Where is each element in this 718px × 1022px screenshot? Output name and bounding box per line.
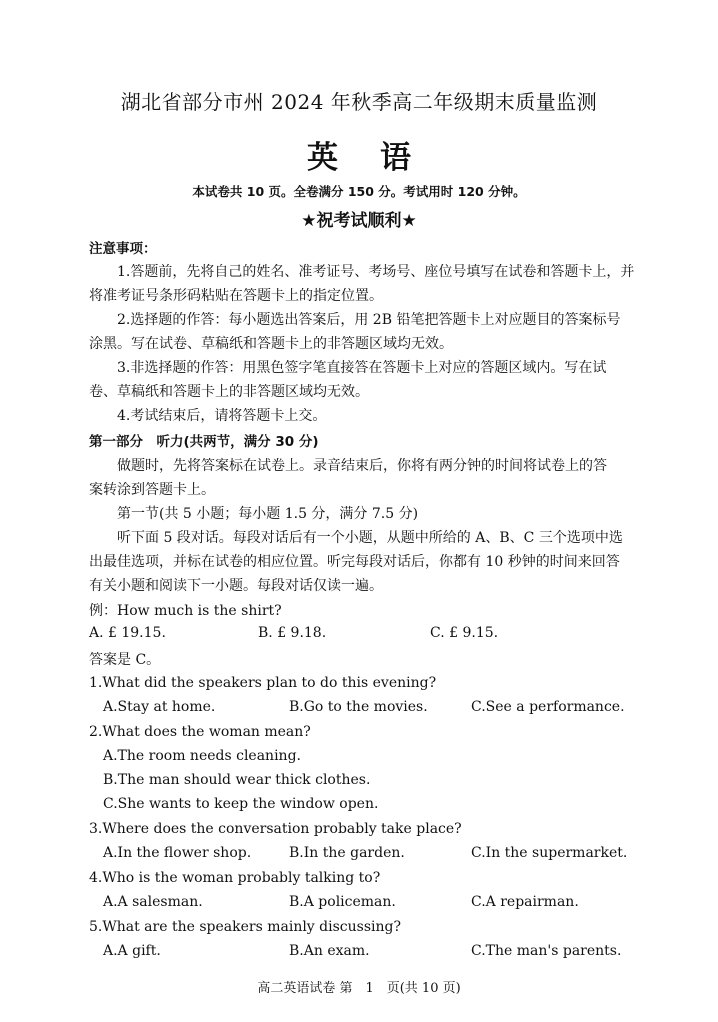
question-3-option-c: C.In the supermarket. — [471, 845, 628, 861]
notes-line: 1.答题前，先将自己的姓名、准考证号、考场号、座位号填写在试卷和答题卡上，并 — [117, 264, 635, 280]
notes-line: 4.考试结束后，请将答题卡上交。 — [117, 408, 327, 424]
question-3-option-a: A.In the flower shop. — [103, 845, 252, 861]
notes-line: 2.选择题的作答：每小题选出答案后，用 2B 铅笔把答题卡上对应题目的答案标号 — [117, 312, 621, 328]
section-instruction: 有关小题和阅读下一小题。每段对话仅读一遍。 — [89, 578, 383, 594]
good-luck-banner: ★祝考试顺利★ — [301, 211, 417, 231]
question-2-option-c: C.She wants to keep the window open. — [103, 796, 379, 812]
question-1: 1.What did the speakers plan to do this evening? — [89, 675, 437, 691]
notes-line: 将准考证号条形码粘贴在答题卡上的指定位置。 — [89, 288, 383, 304]
section-title: 第一节(共 5 小题；每小题 1.5 分，满分 7.5 分) — [117, 506, 419, 522]
example-question: 例：How much is the shirt? — [89, 603, 282, 619]
question-1-option-b: B.Go to the movies. — [289, 699, 428, 715]
question-4: 4.Who is the woman probably talking to? — [89, 870, 381, 886]
section-instruction: 出最佳选项，并标在试卷的相应位置。听完每段对话后，你都有 10 秒钟的时间来回答 — [89, 554, 620, 570]
notes-line: 卷、草稿纸和答题卡上的非答题区域均无效。 — [89, 384, 369, 400]
question-4-option-a: A.A salesman. — [103, 894, 203, 910]
exam-title: 湖北省部分市州 2024 年秋季高二年级期末质量监测 — [120, 90, 598, 114]
question-3-option-b: B.In the garden. — [289, 845, 405, 861]
question-5-option-c: C.The man's parents. — [471, 943, 622, 959]
exam-info: 本试卷共 10 页。全卷满分 150 分。考试用时 120 分钟。 — [192, 184, 526, 199]
question-5-option-b: B.An exam. — [289, 943, 370, 959]
question-5-option-a: A.A gift. — [103, 943, 161, 959]
part1-heading: 第一部分 听力(共两节，满分 30 分) — [89, 434, 319, 450]
question-4-option-b: B.A policeman. — [289, 894, 396, 910]
part1-instruction: 做题时，先将答案标在试卷上。录音结束后，你将有两分钟的时间将试卷上的答 — [117, 458, 607, 474]
question-1-option-c: C.See a performance. — [471, 699, 625, 715]
question-4-option-c: C.A repairman. — [471, 894, 579, 910]
subject-title: 英语 — [307, 140, 453, 176]
notes-line: 3.非选择题的作答：用黑色签字笔直接答在答题卡上对应的答题区域内。写在试 — [117, 360, 607, 376]
example-answer: 答案是 C。 — [89, 652, 161, 668]
question-5: 5.What are the speakers mainly discussing? — [89, 919, 401, 935]
part1-instruction: 案转涂到答题卡上。 — [89, 482, 215, 498]
notes-line: 涂黑。写在试卷、草稿纸和答题卡上的非答题区域均无效。 — [89, 336, 453, 352]
question-3: 3.Where does the conversation probably take place? — [89, 821, 462, 837]
example-option: A. £ 19.15. — [89, 625, 166, 641]
example-option: C. £ 9.15. — [430, 625, 499, 641]
question-1-option-a: A.Stay at home. — [103, 699, 216, 715]
question-2: 2.What does the woman mean? — [89, 724, 311, 740]
section-instruction: 听下面 5 段对话。每段对话后有一个小题，从题中所给的 A、B、C 三个选项中选 — [117, 530, 623, 546]
notes-heading: 注意事项： — [89, 241, 157, 257]
page-footer: 高二英语试卷 第 1 页(共 10 页) — [257, 981, 461, 996]
question-2-option-b: B.The man should wear thick clothes. — [103, 772, 371, 788]
example-option: B. £ 9.18. — [258, 625, 327, 641]
question-2-option-a: A.The room needs cleaning. — [103, 748, 301, 764]
